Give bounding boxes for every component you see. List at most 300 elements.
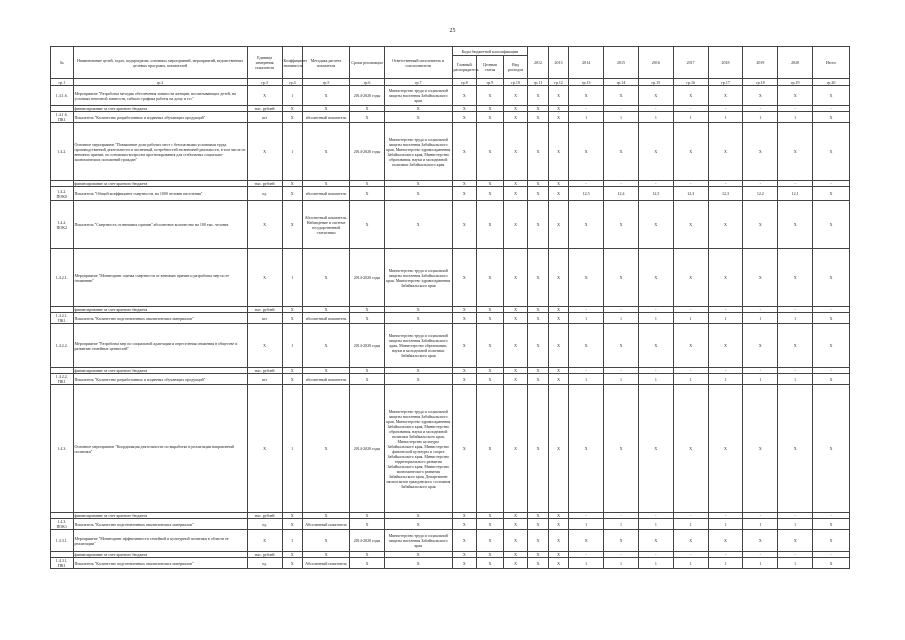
row-cell: 1 — [604, 313, 639, 324]
row-cell: Министерство труда и социальной защиты населения Забайкальского края, Министерство здравоохранения Забайкальского края, Министерство образования, науки и молодежной политики Забайкальского края — [384, 123, 452, 181]
row-cell: X — [604, 123, 639, 181]
row-cell: X — [503, 181, 528, 187]
row-cell: 1 — [778, 112, 813, 123]
row-name: Показатель "Количество подготовленных аналитических материалов" — [73, 313, 247, 324]
row-cell: - — [743, 513, 778, 519]
row-cell: - — [569, 552, 604, 558]
row-cell: - — [604, 181, 639, 187]
row-cell: 1 — [638, 112, 673, 123]
row-cell: X — [350, 112, 385, 123]
row-cell: X — [528, 249, 548, 307]
row-cell: 1 — [638, 558, 673, 569]
row-cell: 12,4 — [604, 187, 639, 201]
row-cell: X — [528, 112, 548, 123]
column-number: гр.16 — [673, 79, 708, 86]
row-cell: абсолютный показатель — [302, 313, 349, 324]
row-cell: тыс. рублей — [247, 106, 282, 112]
header-target-article: Целевая статья — [477, 56, 504, 79]
row-cell: X — [638, 201, 673, 249]
row-cell: X — [503, 307, 528, 313]
row-cell: ед. — [247, 519, 282, 530]
row-cell: - — [638, 368, 673, 374]
row-cell: X — [604, 201, 639, 249]
row-cell: 1 — [708, 374, 743, 385]
row-cell: 1 — [708, 558, 743, 569]
row-cell: X — [350, 558, 385, 569]
row-cell: - — [813, 106, 850, 112]
row-cell: X — [350, 307, 385, 313]
row-cell: X — [477, 513, 504, 519]
row-name: Показатель "Смертность от внешних причин" абсолютное количество на 100 тыс. человек — [73, 201, 247, 249]
row-cell: X — [503, 324, 528, 368]
row-code: 1.4.3. — [51, 385, 74, 513]
row-cell: X — [778, 530, 813, 552]
row-cell: X — [673, 201, 708, 249]
row-cell: X — [302, 249, 349, 307]
row-cell: - — [708, 552, 743, 558]
table-row — [51, 324, 850, 368]
row-cell: - — [673, 552, 708, 558]
header-year: 2012 — [528, 47, 548, 79]
row-cell: - — [604, 552, 639, 558]
column-number: гр.3 — [247, 79, 282, 86]
row-cell: X — [282, 374, 302, 385]
row-cell: X — [569, 324, 604, 368]
row-cell: 1 — [673, 558, 708, 569]
row-cell: X — [247, 249, 282, 307]
row-cell: 1 — [743, 112, 778, 123]
row-cell: - — [778, 307, 813, 313]
row-cell: - — [569, 307, 604, 313]
row-cell: тыс. рублей — [247, 368, 282, 374]
row-cell: - — [813, 181, 850, 187]
row-cell: X — [778, 249, 813, 307]
row-cell: X — [247, 86, 282, 106]
row-cell: X — [813, 530, 850, 552]
row-cell: X — [384, 368, 452, 374]
row-cell: X — [528, 552, 548, 558]
row-cell: X — [673, 530, 708, 552]
row-cell: - — [743, 552, 778, 558]
row-cell: тыс. рублей — [247, 513, 282, 519]
row-cell: X — [569, 530, 604, 552]
row-cell: X — [282, 519, 302, 530]
row-cell: 1 — [569, 112, 604, 123]
row-cell: X — [528, 374, 548, 385]
row-cell: X — [503, 112, 528, 123]
row-cell: - — [778, 552, 813, 558]
row-cell: X — [477, 201, 504, 249]
row-cell: X — [282, 558, 302, 569]
row-cell: - — [673, 181, 708, 187]
row-cell: 1 — [778, 374, 813, 385]
header-grbs: Главный распорядитель — [452, 56, 477, 79]
column-number: гр.15 — [638, 79, 673, 86]
page-number: 25 — [449, 28, 456, 34]
row-cell: X — [548, 313, 568, 324]
table-row — [51, 374, 850, 385]
row-cell: X — [813, 558, 850, 569]
row-cell: X — [282, 368, 302, 374]
row-cell: X — [813, 187, 850, 201]
row-cell: X — [503, 513, 528, 519]
row-cell: 12,1 — [778, 187, 813, 201]
row-cell: X — [503, 187, 528, 201]
row-cell: X — [548, 181, 568, 187]
row-cell: X — [673, 385, 708, 513]
row-cell: X — [452, 368, 477, 374]
row-cell: X — [302, 181, 349, 187]
row-cell: - — [638, 552, 673, 558]
row-cell: 1 — [282, 123, 302, 181]
row-cell: ед. — [247, 558, 282, 569]
row-cell: X — [350, 519, 385, 530]
row-cell: 1 — [638, 374, 673, 385]
row-cell: - — [813, 368, 850, 374]
row-cell: X — [247, 201, 282, 249]
header-method: Методика расчета показателя — [302, 47, 349, 79]
row-cell: X — [548, 187, 568, 201]
row-cell: X — [282, 106, 302, 112]
header-unit: Единица измерения показателя — [247, 47, 282, 79]
row-cell: X — [302, 368, 349, 374]
row-cell: X — [350, 181, 385, 187]
row-cell: X — [452, 112, 477, 123]
row-cell: X — [452, 552, 477, 558]
table-row — [51, 558, 850, 569]
row-cell: X — [503, 552, 528, 558]
column-number: гр.9 — [477, 79, 504, 86]
header-budget-group: Коды бюджетной классификации — [452, 47, 528, 56]
row-cell: X — [503, 530, 528, 552]
row-cell: - — [813, 552, 850, 558]
column-number: гр.18 — [743, 79, 778, 86]
table-row — [51, 313, 850, 324]
header-coef: Коэффициент значимости — [282, 47, 302, 79]
row-name: Мероприятие "Мониторинг эффективности семейной и культурной политики в области ее реализации" — [73, 530, 247, 552]
row-cell: X — [350, 513, 385, 519]
row-cell: X — [452, 313, 477, 324]
row-cell: 1 — [569, 374, 604, 385]
row-cell: X — [452, 530, 477, 552]
row-cell: шт — [247, 112, 282, 123]
table-row — [51, 519, 850, 530]
row-cell: X — [302, 106, 349, 112]
row-name: Основное мероприятие "Повышение доли рабочих мест с безопасными условиями труда, производственной деятельности и частичный, потребностей на внешней реальности, в том числе из внешних причин, по основным вопросам прогнозирования для стабильных социально-экономических положений граждан" — [73, 123, 247, 181]
row-cell: 1 — [282, 324, 302, 368]
row-cell: X — [282, 513, 302, 519]
row-cell: X — [477, 374, 504, 385]
header-year: 2016 — [638, 47, 673, 79]
column-number: гр.5 — [302, 79, 349, 86]
row-cell: X — [743, 530, 778, 552]
row-cell: 1 — [604, 558, 639, 569]
row-cell: 12,2 — [743, 187, 778, 201]
row-cell: - — [604, 307, 639, 313]
row-cell: - — [708, 181, 743, 187]
row-cell: X — [503, 201, 528, 249]
header-year: 2018 — [708, 47, 743, 79]
row-cell: X — [813, 249, 850, 307]
row-cell: - — [708, 307, 743, 313]
row-cell: X — [813, 112, 850, 123]
row-cell: 2014-2020 годы — [350, 249, 385, 307]
row-cell: X — [673, 324, 708, 368]
row-cell: X — [708, 530, 743, 552]
row-cell: X — [302, 513, 349, 519]
row-cell: X — [247, 385, 282, 513]
column-number: гр.12 — [548, 79, 568, 86]
row-cell: X — [528, 313, 548, 324]
row-cell: - — [708, 106, 743, 112]
table-row — [51, 385, 850, 513]
row-name: финансирование за счет краевого бюджета — [73, 106, 247, 112]
row-cell: X — [548, 307, 568, 313]
row-code: 1.4.2.1. — [51, 249, 74, 307]
row-cell: тыс. рублей — [247, 181, 282, 187]
row-cell: X — [708, 324, 743, 368]
row-cell: X — [477, 187, 504, 201]
row-cell: X — [548, 368, 568, 374]
row-cell: X — [282, 181, 302, 187]
row-cell: - — [604, 513, 639, 519]
row-cell: X — [350, 374, 385, 385]
table-row — [51, 249, 850, 307]
row-cell: X — [548, 106, 568, 112]
row-cell: X — [569, 123, 604, 181]
row-cell: - — [743, 181, 778, 187]
row-cell: - — [778, 106, 813, 112]
row-name: Показатель "Количество разработанных и изданных обучающих продукций" — [73, 374, 247, 385]
header-year: 2019 — [743, 47, 778, 79]
row-cell: X — [708, 86, 743, 106]
row-cell: 12,3 — [708, 187, 743, 201]
row-cell: X — [708, 123, 743, 181]
row-cell: X — [503, 123, 528, 181]
row-cell: X — [452, 324, 477, 368]
row-cell: X — [569, 201, 604, 249]
row-cell: X — [452, 181, 477, 187]
row-cell: X — [743, 201, 778, 249]
row-cell: X — [452, 187, 477, 201]
row-cell: X — [743, 86, 778, 106]
row-cell: X — [743, 249, 778, 307]
row-cell: X — [548, 112, 568, 123]
row-code: 1.4.1.6. ПК1 — [51, 112, 74, 123]
row-cell: X — [708, 385, 743, 513]
row-cell: X — [778, 385, 813, 513]
row-cell: X — [778, 201, 813, 249]
row-code: 1.4.3. ПОК1 — [51, 519, 74, 530]
row-cell: - — [813, 513, 850, 519]
row-cell: - — [743, 106, 778, 112]
row-cell: 1 — [743, 313, 778, 324]
row-cell: X — [503, 558, 528, 569]
row-cell: 1 — [743, 558, 778, 569]
row-code: 1.4.3.1. ПК1 — [51, 558, 74, 569]
row-cell: X — [477, 106, 504, 112]
row-cell: X — [548, 324, 568, 368]
row-cell: X — [477, 86, 504, 106]
row-cell: X — [350, 313, 385, 324]
row-cell: X — [503, 106, 528, 112]
row-cell: - — [569, 513, 604, 519]
row-cell: - — [673, 513, 708, 519]
row-cell: X — [384, 558, 452, 569]
row-cell: X — [813, 374, 850, 385]
table-row — [51, 187, 850, 201]
row-cell: шт — [247, 374, 282, 385]
row-cell: 1 — [708, 519, 743, 530]
column-number: гр.6 — [350, 79, 385, 86]
row-cell: X — [302, 86, 349, 106]
row-cell: X — [708, 201, 743, 249]
row-cell: X — [503, 313, 528, 324]
row-cell: 1 — [778, 558, 813, 569]
row-cell: X — [247, 123, 282, 181]
row-code: 1.4.3.1. — [51, 530, 74, 552]
row-cell: X — [548, 201, 568, 249]
row-cell: абсолютный показатель — [302, 112, 349, 123]
row-cell: 1 — [282, 249, 302, 307]
column-number: гр.19 — [778, 79, 813, 86]
row-cell: - — [708, 368, 743, 374]
row-cell: X — [477, 307, 504, 313]
row-cell: X — [673, 123, 708, 181]
row-cell: X — [477, 519, 504, 530]
row-cell: X — [673, 86, 708, 106]
row-cell: X — [503, 374, 528, 385]
header-term: Сроки реализации — [350, 47, 385, 79]
row-cell: X — [548, 86, 568, 106]
row-cell: X — [528, 187, 548, 201]
header-year: 2017 — [673, 47, 708, 79]
row-cell: X — [384, 552, 452, 558]
row-cell: 1 — [708, 313, 743, 324]
row-cell: абсолютный показатель — [302, 374, 349, 385]
row-cell: X — [477, 313, 504, 324]
table-row — [51, 112, 850, 123]
row-cell: X — [282, 552, 302, 558]
table-row — [51, 201, 850, 249]
row-cell: X — [528, 324, 548, 368]
row-cell: 1 — [604, 519, 639, 530]
row-cell: X — [604, 249, 639, 307]
row-cell: X — [282, 187, 302, 201]
row-cell: X — [638, 385, 673, 513]
row-cell: X — [813, 313, 850, 324]
row-name: Показатель "Общий коэффициент смертности, на 1000 человек населения" — [73, 187, 247, 201]
row-cell: X — [477, 368, 504, 374]
row-cell: X — [503, 86, 528, 106]
row-cell: X — [548, 385, 568, 513]
row-cell: X — [503, 385, 528, 513]
row-cell: X — [778, 123, 813, 181]
row-cell: - — [708, 513, 743, 519]
row-code: 1.4.2.2. — [51, 324, 74, 368]
header-responsible: Ответственный исполнитель и соисполнители — [384, 47, 452, 79]
row-cell: X — [638, 249, 673, 307]
row-cell: X — [282, 112, 302, 123]
row-cell: X — [503, 249, 528, 307]
row-cell: - — [778, 368, 813, 374]
row-cell: 1 — [604, 112, 639, 123]
row-cell: тыс. рублей — [247, 552, 282, 558]
row-cell: X — [302, 307, 349, 313]
row-cell: X — [477, 558, 504, 569]
row-cell: X — [384, 313, 452, 324]
row-cell: 2014-2020 годы — [350, 86, 385, 106]
row-cell: X — [778, 324, 813, 368]
row-cell: Министерство труда и социальной защиты населения Забайкальского края, Министерство образования, науки и молодежной политики Забайкальского края — [384, 324, 452, 368]
row-cell: X — [528, 181, 548, 187]
row-cell: 1 — [743, 519, 778, 530]
row-cell: 1 — [638, 313, 673, 324]
row-cell: X — [384, 106, 452, 112]
column-number: гр.2 — [73, 79, 247, 86]
row-name: финансирование за счет краевого бюджета — [73, 368, 247, 374]
row-cell: X — [528, 530, 548, 552]
row-cell: 2014-2020 годы — [350, 530, 385, 552]
table-body — [51, 86, 850, 569]
row-name: Мероприятие "Разработка мер по социальной адаптации и переселения снижения в обществе и развитию семейных ценностей" — [73, 324, 247, 368]
row-cell: X — [548, 552, 568, 558]
row-cell: 1 — [282, 86, 302, 106]
row-code: 1.4.2.2. ПК1 — [51, 374, 74, 385]
row-cell: X — [604, 86, 639, 106]
row-cell: 1 — [569, 519, 604, 530]
row-cell: X — [302, 530, 349, 552]
column-number: гр.8 — [452, 79, 477, 86]
header-no: № — [51, 47, 74, 79]
row-cell: - — [638, 307, 673, 313]
table-row — [51, 530, 850, 552]
row-cell: X — [528, 368, 548, 374]
row-cell: X — [569, 249, 604, 307]
row-cell: X — [477, 249, 504, 307]
row-name: Показатель "Количество подготовленных аналитических материалов" — [73, 558, 247, 569]
row-cell: X — [528, 123, 548, 181]
row-cell: X — [638, 123, 673, 181]
row-cell: X — [452, 123, 477, 181]
row-cell: - — [604, 368, 639, 374]
row-cell: - — [673, 307, 708, 313]
row-cell: X — [384, 187, 452, 201]
row-cell: X — [813, 86, 850, 106]
row-cell: X — [528, 106, 548, 112]
program-table — [50, 46, 850, 569]
row-cell: X — [384, 201, 452, 249]
row-cell: 1 — [282, 385, 302, 513]
row-cell: тыс. рублей — [247, 307, 282, 313]
row-cell: X — [528, 558, 548, 569]
row-cell: X — [673, 249, 708, 307]
row-cell: Абсолютный показатель. Наблюдение в системе государственной статистики — [302, 201, 349, 249]
row-name: Мероприятие "Мониторинг оценка смертности от внешних причин и разработка мер по ее снижению" — [73, 249, 247, 307]
row-cell: X — [604, 385, 639, 513]
row-cell: X — [350, 106, 385, 112]
row-cell: X — [813, 324, 850, 368]
row-cell: X — [282, 201, 302, 249]
column-number: гр.10 — [503, 79, 528, 86]
row-cell: 1 — [708, 112, 743, 123]
row-cell: Абсолютный показатель — [302, 558, 349, 569]
row-cell: X — [302, 324, 349, 368]
column-number: гр.14 — [604, 79, 639, 86]
row-cell: - — [743, 368, 778, 374]
column-number: гр.13 — [569, 79, 604, 86]
row-cell: 12,5 — [638, 187, 673, 201]
